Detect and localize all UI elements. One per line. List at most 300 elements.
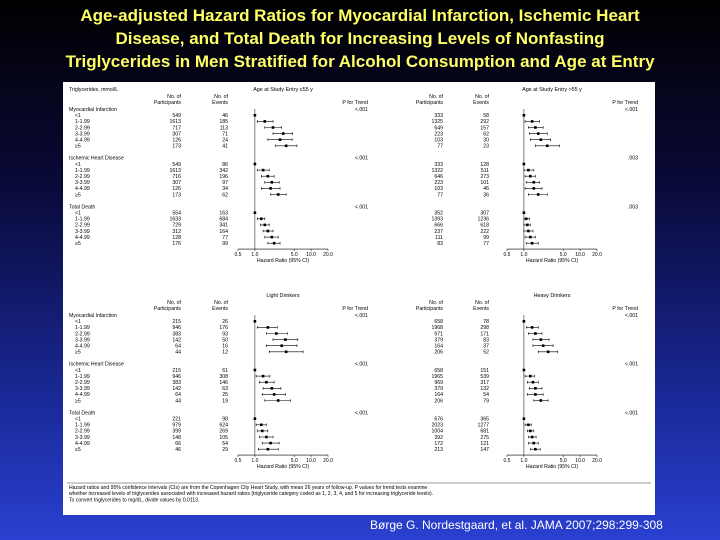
axis-tick-label-left: 5.0: [290, 252, 298, 259]
hr-point-left: [280, 344, 283, 347]
participants-left: 46: [175, 447, 181, 453]
hr-point-left: [262, 169, 265, 172]
participants-right: 1968: [431, 325, 443, 332]
col-head-events: No. of: [475, 300, 489, 306]
hr-point-left: [282, 132, 285, 135]
group-title: Myocardial Infarction: [69, 107, 117, 113]
group-title: Myocardial Infarction: [69, 313, 117, 319]
events-right: 317: [480, 380, 489, 386]
axis-tick-label-right: 5.0: [559, 458, 567, 465]
events-left: 71: [222, 131, 228, 138]
hr-point-right: [531, 242, 534, 245]
row-label-tg: <1: [75, 416, 81, 423]
footnote-line: whether increased levels of triglycerides associated with increased hazard ratios (triglyceride category coded as 1, 2, 3, 4, and 5 for increasing triglyceride levels).: [69, 491, 434, 498]
events-left: 163: [219, 210, 228, 217]
events-right: 222: [480, 228, 489, 235]
col-head-ptrend: P for Trend: [612, 100, 638, 106]
events-right: 151: [480, 367, 489, 374]
events-left: 34: [222, 186, 228, 193]
events-left: 50: [222, 337, 228, 344]
events-left: 46: [222, 113, 228, 120]
row-label-tg: 4-4.99: [75, 234, 90, 241]
p-trend-left: <.001: [354, 361, 368, 368]
participants-left: 142: [172, 386, 181, 393]
events-right: 511: [480, 167, 489, 174]
hr-point-right: [540, 338, 543, 341]
participants-right: 77: [437, 192, 443, 199]
row-label-tg: ≥5: [75, 349, 81, 356]
events-left: 99: [222, 241, 228, 247]
col-head-events: Events: [212, 100, 228, 106]
participants-right: 658: [434, 319, 443, 326]
hr-point-left: [279, 138, 282, 141]
title-line: Age-adjusted Hazard Ratios for Myocardial Infarction, Ischemic Heart: [80, 6, 640, 25]
events-right: 23: [483, 143, 489, 150]
events-right: 78: [483, 319, 489, 326]
hr-point-left: [261, 430, 264, 433]
participants-right: 676: [434, 416, 443, 423]
participants-right: 206: [434, 349, 443, 356]
events-left: 684: [219, 216, 228, 223]
events-left: 176: [219, 325, 228, 332]
participants-right: 379: [434, 386, 443, 393]
events-right: 1277: [477, 422, 489, 429]
events-left: 12: [222, 349, 228, 356]
events-left: 63: [222, 386, 228, 393]
participants-right: 1322: [431, 167, 443, 174]
participants-left: 1633: [169, 216, 181, 223]
participants-right: 1325: [431, 119, 443, 126]
participants-left: 383: [172, 331, 181, 338]
events-right: 275: [480, 434, 489, 441]
tg-label: Triglycerides, mmol/L: [69, 87, 119, 93]
participants-right: 1393: [431, 216, 443, 223]
participants-left: 64: [175, 392, 181, 399]
hr-point-right: [531, 120, 534, 123]
hr-point-left: [273, 242, 276, 245]
participants-left: 717: [172, 125, 181, 132]
participants-left: 549: [172, 113, 181, 120]
axis-tick-label-left: 0.5: [234, 458, 242, 465]
events-left: 185: [219, 119, 228, 126]
events-right: 157: [480, 125, 489, 132]
events-right: 147: [480, 447, 489, 453]
participants-left: 399: [172, 428, 181, 435]
hr-point-right: [525, 218, 528, 221]
participants-right: 392: [434, 434, 443, 441]
row-label-tg: 3-3.99: [75, 337, 90, 344]
hr-point-right: [527, 230, 530, 233]
participants-right: 103: [434, 137, 443, 144]
events-right: 36: [483, 192, 489, 199]
events-right: 618: [480, 222, 489, 229]
participants-left: 221: [172, 416, 181, 423]
axis-tick-label-right: 10.0: [575, 458, 585, 465]
col-head-events: No. of: [214, 300, 228, 306]
participants-left: 44: [175, 349, 181, 356]
group-title: Total Death: [69, 204, 96, 211]
p-trend-right: <.001: [624, 361, 638, 368]
events-left: 77: [222, 234, 228, 241]
events-right: 298: [480, 325, 489, 332]
participants-right: 103: [434, 186, 443, 193]
participants-right: 83: [437, 241, 443, 247]
axis-tick-label-right: 0.5: [503, 252, 511, 259]
hr-point-right: [537, 132, 540, 135]
events-left: 93: [222, 331, 228, 338]
row-label-tg: 3-3.99: [75, 434, 90, 441]
events-right: 132: [480, 386, 489, 393]
col-head-participants: No. of: [167, 300, 181, 306]
title-line: Disease, and Total Death for Increasing Levels of Nonfasting: [115, 29, 605, 48]
hr-point-right: [533, 181, 536, 184]
hr-point-left: [285, 351, 288, 354]
citation: Børge G. Nordestgaard, et al. JAMA 2007;298:299-308: [370, 518, 663, 532]
col-head-participants: No. of: [429, 94, 443, 100]
participants-left: 312: [172, 228, 181, 235]
axis-tick-label-left: 1.0: [251, 458, 259, 465]
hr-point-left: [262, 375, 265, 378]
participants-left: 64: [175, 343, 181, 350]
hr-point-left: [267, 448, 270, 451]
events-left: 19: [222, 398, 228, 405]
hr-point-left: [265, 381, 268, 384]
events-left: 29: [222, 447, 228, 453]
col-head-ptrend: P for Trend: [612, 306, 638, 312]
row-label-tg: 3-3.99: [75, 228, 90, 235]
p-trend-left: <.001: [354, 313, 368, 319]
hr-point-right: [546, 145, 549, 148]
events-right: 365: [480, 416, 489, 423]
events-right: 273: [480, 174, 489, 180]
row-label-tg: <1: [75, 367, 81, 374]
col-head-ptrend: P for Trend: [342, 100, 368, 106]
row-label-tg: 1-1.99: [75, 216, 90, 223]
participants-right: 1004: [431, 428, 443, 435]
axis-tick-label-right: 10.0: [575, 252, 585, 259]
events-right: 52: [483, 349, 489, 356]
hr-point-right: [529, 175, 532, 178]
hr-point-right: [534, 387, 537, 390]
col-head-ptrend: P for Trend: [342, 306, 368, 312]
row-label-tg: 2-2.99: [75, 125, 90, 132]
participants-right: 237: [434, 228, 443, 235]
row-label-tg: ≥5: [75, 447, 81, 453]
title-line: Triglycerides in Men Stratified for Alcohol Consumption and Age at Entry: [65, 52, 655, 71]
axis-label-left: Hazard Ratio (95% CI): [256, 258, 310, 265]
events-left: 196: [219, 174, 228, 180]
events-left: 86: [222, 161, 228, 168]
participants-left: 126: [172, 137, 181, 144]
col-head-participants: No. of: [429, 300, 443, 306]
hr-point-left: [273, 393, 276, 396]
axis-tick-label-left: 10.0: [306, 458, 316, 465]
events-right: 79: [483, 398, 489, 405]
events-left: 97: [222, 180, 228, 187]
forest-plot-svg: [63, 82, 655, 515]
participants-left: 215: [172, 319, 181, 326]
events-right: 46: [483, 186, 489, 193]
row-label-tg: 3-3.99: [75, 131, 90, 138]
events-right: 83: [483, 337, 489, 344]
p-trend-right: .003: [627, 155, 638, 162]
row-label-tg: <1: [75, 319, 81, 326]
hr-point-right: [534, 448, 537, 451]
events-left: 308: [219, 373, 228, 380]
axis-tick-label-left: 10.0: [306, 252, 316, 259]
col-head-participants: Participants: [415, 100, 443, 106]
hr-point-right: [529, 375, 532, 378]
events-right: 539: [480, 373, 489, 380]
hr-point-left: [269, 187, 272, 190]
hr-point-right: [537, 193, 540, 196]
participants-right: 1965: [431, 373, 443, 380]
participants-right: 164: [434, 343, 443, 350]
section-header-right: Heavy Drinkers: [533, 293, 571, 299]
group-title: Total Death: [69, 410, 96, 417]
hr-point-right: [527, 424, 530, 427]
row-label-tg: ≥5: [75, 398, 81, 405]
row-label-tg: 2-2.99: [75, 222, 90, 229]
participants-right: 666: [434, 222, 443, 229]
hr-point-right: [547, 351, 550, 354]
row-label-tg: 4-4.99: [75, 440, 90, 447]
footnote-line: To convert triglycerides to mg/dL, divide values by 0.0113.: [69, 497, 200, 504]
hr-point-right: [531, 326, 534, 329]
events-left: 269: [219, 428, 228, 435]
participants-right: 2023: [431, 422, 443, 429]
events-left: 146: [219, 380, 228, 386]
participants-right: 213: [434, 447, 443, 453]
hr-point-right: [531, 436, 534, 439]
row-label-tg: 1-1.99: [75, 325, 90, 332]
row-label-tg: 1-1.99: [75, 119, 90, 126]
row-label-tg: <1: [75, 113, 81, 120]
participants-left: 215: [172, 367, 181, 374]
participants-right: 352: [434, 210, 443, 217]
hr-point-left: [272, 126, 275, 129]
participants-right: 77: [437, 143, 443, 150]
axis-tick-label-right: 0.5: [503, 458, 511, 465]
participants-left: 307: [172, 180, 181, 187]
row-label-tg: 2-2.99: [75, 428, 90, 435]
events-left: 624: [219, 422, 228, 429]
hr-point-right: [533, 187, 536, 190]
row-label-tg: 4-4.99: [75, 186, 90, 193]
row-label-tg: 1-1.99: [75, 422, 90, 429]
hr-point-right: [529, 430, 532, 433]
axis-tick-label-left: 1.0: [251, 252, 259, 259]
participants-right: 333: [434, 113, 443, 120]
hr-point-left: [275, 332, 278, 335]
participants-left: 307: [172, 131, 181, 138]
participants-left: 979: [172, 422, 181, 429]
row-label-tg: <1: [75, 161, 81, 168]
col-head-events: Events: [473, 306, 489, 312]
hr-point-right: [534, 126, 537, 129]
col-head-participants: Participants: [153, 100, 181, 106]
hr-point-left: [260, 424, 263, 427]
events-right: 1236: [477, 216, 489, 223]
p-trend-left: <.001: [354, 410, 368, 417]
hr-point-right: [529, 236, 532, 239]
events-right: 77: [483, 241, 489, 247]
events-right: 292: [480, 119, 489, 126]
participants-right: 111: [435, 234, 443, 241]
events-left: 105: [219, 434, 228, 441]
participants-right: 333: [434, 161, 443, 168]
participants-left: 946: [172, 373, 181, 380]
hr-point-left: [271, 181, 274, 184]
events-right: 171: [480, 331, 489, 338]
axis-label-right: Hazard Ratio (95% CI): [525, 258, 579, 265]
hr-point-right: [542, 344, 545, 347]
col-head-participants: No. of: [167, 94, 181, 100]
col-head-participants: Participants: [153, 306, 181, 312]
participants-left: 126: [172, 186, 181, 193]
events-left: 342: [219, 167, 228, 174]
participants-left: 554: [172, 210, 181, 217]
events-left: 341: [219, 222, 228, 229]
p-trend-right: <.001: [624, 410, 638, 417]
row-label-tg: ≥5: [75, 241, 81, 247]
axis-tick-label-left: 5.0: [290, 458, 298, 465]
col-head-events: No. of: [475, 94, 489, 100]
participants-right: 223: [434, 180, 443, 187]
hr-point-right: [534, 393, 537, 396]
col-head-participants: Participants: [415, 306, 443, 312]
events-left: 24: [222, 137, 228, 144]
hr-point-left: [285, 145, 288, 148]
events-left: 98: [222, 416, 228, 423]
row-label-tg: 4-4.99: [75, 392, 90, 399]
participants-right: 971: [434, 331, 443, 338]
participants-left: 383: [172, 380, 181, 386]
participants-left: 148: [172, 434, 181, 441]
events-right: 62: [483, 131, 489, 138]
slide-title: [0, 4, 720, 73]
p-trend-right: .003: [627, 204, 638, 211]
participants-left: 716: [172, 174, 181, 180]
hr-point-left: [264, 224, 267, 227]
hr-point-left: [265, 436, 268, 439]
participants-left: 946: [172, 325, 181, 332]
hr-point-right: [540, 138, 543, 141]
participants-right: 658: [434, 367, 443, 374]
events-right: 307: [480, 210, 489, 217]
events-right: 681: [480, 428, 489, 435]
participants-right: 969: [434, 380, 443, 386]
participants-left: 66: [175, 440, 181, 447]
participants-left: 176: [172, 241, 181, 247]
row-label-tg: 1-1.99: [75, 373, 90, 380]
hr-point-left: [260, 218, 263, 221]
events-right: 30: [483, 137, 489, 144]
row-label-tg: ≥5: [75, 192, 81, 199]
forest-plot-figure: [63, 82, 655, 515]
participants-right: 646: [434, 174, 443, 180]
participants-left: 142: [172, 337, 181, 344]
hr-point-right: [540, 399, 543, 402]
hr-point-right: [532, 381, 535, 384]
hr-point-left: [264, 120, 267, 123]
participants-left: 1613: [169, 167, 181, 174]
participants-left: 729: [172, 222, 181, 229]
row-label-tg: 2-2.99: [75, 174, 90, 180]
events-right: 54: [483, 392, 489, 399]
axis-tick-label-left: 20.0: [323, 458, 333, 465]
events-right: 128: [480, 161, 489, 168]
events-right: 58: [483, 113, 489, 120]
participants-left: 44: [175, 398, 181, 405]
events-left: 62: [222, 192, 228, 199]
participants-left: 549: [172, 161, 181, 168]
axis-tick-label-left: 0.5: [234, 252, 242, 259]
row-label-tg: 2-2.99: [75, 380, 90, 386]
participants-right: 172: [434, 440, 443, 447]
row-label-tg: 1-1.99: [75, 167, 90, 174]
row-label-tg: <1: [75, 210, 81, 217]
axis-tick-label-right: 20.0: [592, 252, 602, 259]
axis-tick-label-right: 1.0: [520, 458, 528, 465]
participants-left: 1613: [169, 119, 181, 126]
hr-point-left: [277, 193, 280, 196]
events-left: 61: [222, 367, 228, 374]
events-left: 25: [222, 392, 228, 399]
p-trend-left: <.001: [354, 107, 368, 113]
hr-point-left: [271, 236, 274, 239]
row-label-tg: 3-3.99: [75, 386, 90, 393]
participants-left: 128: [172, 234, 181, 241]
col-head-events: Events: [212, 306, 228, 312]
axis-tick-label-left: 20.0: [323, 252, 333, 259]
col-head-events: No. of: [214, 94, 228, 100]
hr-point-left: [269, 442, 272, 445]
row-label-tg: 4-4.99: [75, 137, 90, 144]
events-left: 41: [222, 143, 228, 150]
participants-left: 173: [172, 192, 181, 199]
events-left: 26: [222, 319, 228, 326]
p-trend-right: <.001: [624, 313, 638, 319]
group-title: Ischemic Heart Disease: [69, 155, 124, 162]
participants-right: 164: [434, 392, 443, 399]
row-label-tg: 2-2.99: [75, 331, 90, 338]
events-right: 121: [480, 440, 489, 447]
participants-right: 206: [434, 398, 443, 405]
participants-right: 379: [434, 337, 443, 344]
axis-label-right: Hazard Ratio (95% CI): [525, 464, 579, 471]
group-title: Ischemic Heart Disease: [69, 361, 124, 368]
hr-point-left: [267, 175, 270, 178]
axis-label-left: Hazard Ratio (95% CI): [256, 464, 310, 471]
hr-point-left: [271, 387, 274, 390]
p-trend-right: <.001: [624, 107, 638, 113]
events-right: 37: [483, 343, 489, 350]
axis-tick-label-right: 1.0: [520, 252, 528, 259]
events-left: 16: [222, 343, 228, 350]
participants-left: 173: [172, 143, 181, 150]
hr-point-left: [267, 326, 270, 329]
hr-point-left: [267, 230, 270, 233]
section-header-left: Light Drinkers: [266, 293, 300, 299]
section-header-left: Age at Study Entry ≤55 y: [253, 87, 313, 93]
hr-point-right: [534, 332, 537, 335]
axis-tick-label-right: 5.0: [559, 252, 567, 259]
hr-point-left: [284, 338, 287, 341]
participants-right: 223: [434, 131, 443, 138]
participants-right: 649: [434, 125, 443, 132]
footnote-line: Hazard ratios and 95% confidence intervals (CIs) are from the Copenhagen City Heart Study, with mean 26 years of follow-up. P values for trend tests examine: [69, 485, 428, 491]
